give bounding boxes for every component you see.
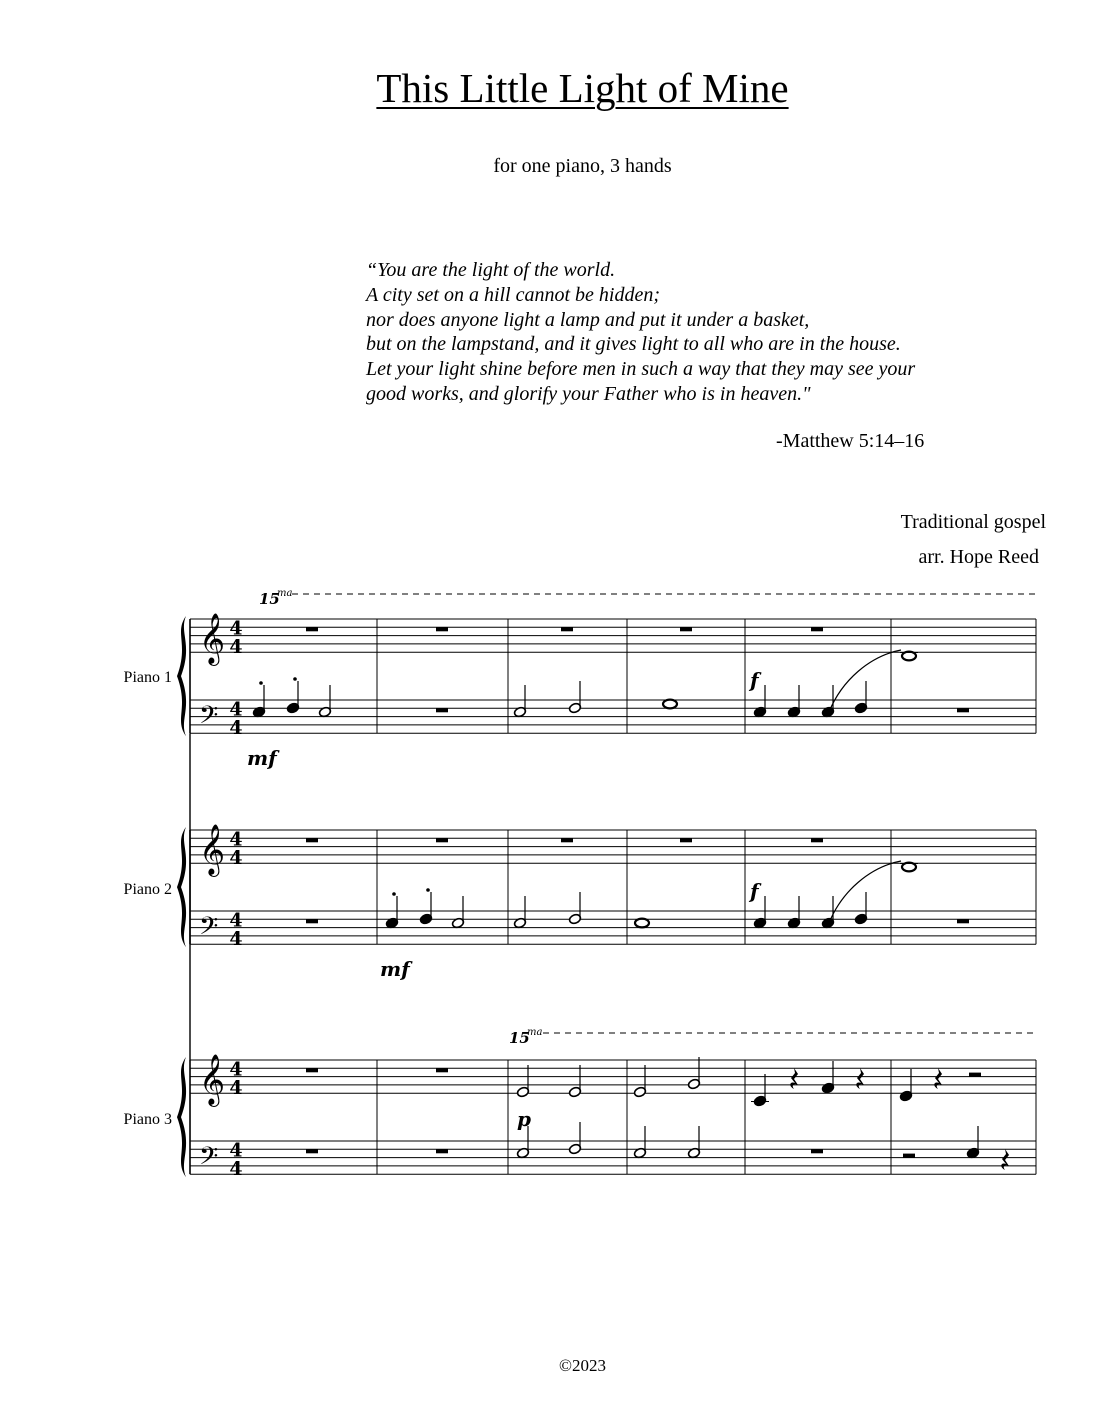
grand-staff-brace bbox=[177, 827, 186, 947]
ottava-mark-piano-3 bbox=[509, 1027, 1035, 1047]
epigraph-line: Let your light shine before men in such a way that they may see your bbox=[366, 358, 916, 381]
instrument-name-piano-1: Piano 1 bbox=[123, 669, 172, 686]
epigraph-line: nor does anyone light a lamp and put it under a basket, bbox=[366, 308, 810, 331]
whole-rest bbox=[436, 838, 448, 842]
treble-clef: 𝄞 bbox=[199, 1054, 226, 1105]
composer-credit: Traditional gospel bbox=[900, 511, 1046, 533]
instrument-name-piano-3: Piano 3 bbox=[123, 1111, 172, 1128]
whole-rest bbox=[306, 1068, 318, 1072]
instrument-name-piano-2: Piano 2 bbox=[123, 881, 172, 898]
whole-rest bbox=[680, 838, 692, 842]
dynamic-mark: f bbox=[750, 668, 759, 692]
whole-rest bbox=[436, 627, 448, 631]
scripture-citation: -Matthew 5:14–16 bbox=[776, 430, 925, 452]
ottava-mark-piano-1 bbox=[259, 588, 1035, 608]
epigraph-line: A city set on a hill cannot be hidden; bbox=[366, 283, 661, 306]
time-signature-top: 4 bbox=[229, 617, 243, 640]
time-signature-top: 4 bbox=[229, 1139, 243, 1162]
bass-clef: 𝄢 bbox=[199, 912, 219, 947]
piece-title: This Little Light of Mine bbox=[376, 65, 789, 111]
whole-rest bbox=[561, 838, 573, 842]
dynamic-mark: f bbox=[750, 879, 759, 903]
time-signature-bottom: 4 bbox=[229, 1077, 243, 1100]
time-signature-top: 4 bbox=[229, 698, 243, 721]
time-signature-bottom: 4 bbox=[229, 636, 243, 659]
time-signature-top: 4 bbox=[229, 1058, 243, 1081]
whole-rest bbox=[957, 919, 969, 923]
staccato-dot bbox=[426, 888, 430, 892]
grand-staff-brace bbox=[177, 616, 186, 736]
bass-clef: 𝄢 bbox=[199, 1142, 219, 1177]
whole-rest bbox=[306, 919, 318, 923]
whole-rest bbox=[436, 1068, 448, 1072]
half-rest bbox=[903, 1154, 915, 1158]
time-signature-bottom: 4 bbox=[229, 847, 243, 870]
treble-clef: 𝄞 bbox=[199, 613, 226, 664]
time-signature-top: 4 bbox=[229, 828, 243, 851]
time-signatures bbox=[229, 618, 242, 1181]
clefs bbox=[199, 613, 225, 1177]
arranger-credit: arr. Hope Reed bbox=[918, 546, 1039, 568]
quarter-rest bbox=[934, 1068, 942, 1089]
whole-note bbox=[635, 919, 649, 928]
whole-note bbox=[663, 700, 677, 709]
staccato-dot bbox=[293, 677, 297, 681]
staccato-dot bbox=[392, 892, 396, 896]
staff-lines bbox=[190, 619, 1036, 1174]
epigraph-line: good works, and glorify your Father who is in heaven." bbox=[366, 382, 811, 405]
quarter-rest bbox=[790, 1068, 798, 1089]
ottava-number: 15 bbox=[509, 1029, 530, 1047]
whole-rest bbox=[306, 838, 318, 842]
whole-rest bbox=[306, 627, 318, 631]
epigraph-line: but on the lampstand, and it gives light to all who are in the house. bbox=[366, 333, 901, 356]
bass-clef: 𝄢 bbox=[199, 701, 219, 736]
whole-rest bbox=[561, 627, 573, 631]
time-signature-bottom: 4 bbox=[229, 717, 243, 740]
slur bbox=[829, 861, 901, 923]
ottava-number: 15 bbox=[259, 590, 280, 608]
epigraph-line: “You are the light of the world. bbox=[366, 259, 616, 281]
whole-rest bbox=[436, 708, 448, 712]
whole-rest bbox=[811, 627, 823, 631]
whole-rest bbox=[957, 708, 969, 712]
grand-staff-brace bbox=[177, 1057, 186, 1177]
ottava-suffix: ma bbox=[277, 588, 293, 599]
copyright-notice: ©2023 bbox=[559, 1356, 606, 1375]
barlines bbox=[190, 619, 1036, 1174]
whole-rest bbox=[306, 1149, 318, 1153]
instrumentation-subtitle: for one piano, 3 hands bbox=[493, 155, 672, 177]
staccato-dot bbox=[259, 681, 263, 685]
half-rest bbox=[969, 1073, 981, 1077]
time-signature-bottom: 4 bbox=[229, 1158, 243, 1181]
time-signature-bottom: 4 bbox=[229, 928, 243, 951]
time-signature-top: 4 bbox=[229, 909, 243, 932]
treble-clef: 𝄞 bbox=[199, 824, 226, 875]
dynamic-mark: mf bbox=[380, 957, 410, 981]
dynamic-mark: mf bbox=[247, 746, 277, 770]
whole-rest bbox=[811, 838, 823, 842]
quarter-rest bbox=[1001, 1149, 1009, 1170]
whole-rest bbox=[811, 1149, 823, 1153]
quarter-rest bbox=[856, 1068, 864, 1089]
ottava-suffix: ma bbox=[527, 1027, 543, 1038]
slur bbox=[829, 650, 901, 712]
whole-rest bbox=[680, 627, 692, 631]
grand-staff-braces bbox=[177, 616, 186, 1177]
dynamic-mark: p bbox=[517, 1107, 531, 1131]
whole-rest bbox=[436, 1149, 448, 1153]
